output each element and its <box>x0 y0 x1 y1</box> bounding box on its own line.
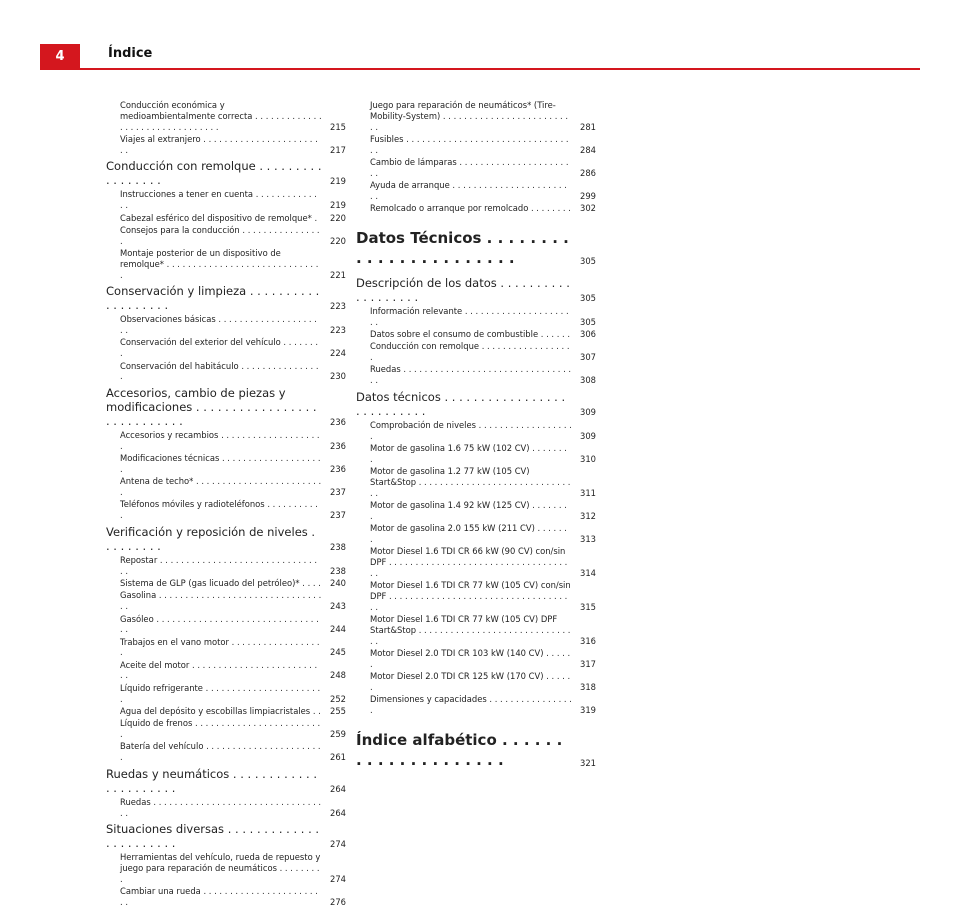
toc-entry-sub <box>106 637 346 659</box>
toc-entry-sub <box>106 476 346 498</box>
toc-entry-sub <box>106 706 346 717</box>
toc-entry-page: 238 <box>330 542 346 553</box>
toc-entry-title: Ruedas . . . . . . . . . . . . . . . . . . . . . . . . . . . . . . . . . . <box>370 364 572 386</box>
toc-entry-page: 315 <box>580 601 596 612</box>
toc-entry-page: 220 <box>330 212 346 223</box>
toc-entry-sub <box>106 213 346 224</box>
toc-entry-title: Ayuda de arranque . . . . . . . . . . . . . . . . . . . . . . . . <box>370 180 567 201</box>
toc-entry-title: Motor de gasolina 1.2 77 kW (105 CV) Start&Stop . . . . . . . . . . . . . . . . . . . . . . . . . . . . . . . <box>370 466 571 498</box>
toc-entry-sec <box>106 284 346 312</box>
toc-entry-title: Conservación y limpieza . . . . . . . . . . . . . . . . . . . <box>106 284 320 313</box>
toc-entry-page: 259 <box>330 728 346 739</box>
toc-entry-sub <box>106 683 346 705</box>
toc-entry-title: Conducción económica y medioambientalmente correcta . . . . . . . . . . . . . . . . . . . . . . . . . . . . . . . . <box>120 100 322 132</box>
toc-entry-sec <box>106 767 346 795</box>
toc-entry-page: 274 <box>330 839 346 850</box>
toc-entry-page: 248 <box>330 670 346 681</box>
toc-entry-sub <box>106 100 346 132</box>
toc-entry-title: Modificaciones técnicas . . . . . . . . . . . . . . . . . . . . <box>120 453 321 475</box>
toc-entry-page: 317 <box>580 658 596 669</box>
toc-entry-sub <box>356 180 596 202</box>
toc-entry-title: Motor de gasolina 1.4 92 kW (125 CV) . . . . . . . . <box>370 500 567 521</box>
toc-entry-title: Situaciones diversas . . . . . . . . . . . . . . . . . . . . . . . <box>106 822 320 851</box>
toc-entry-title: Antena de techo* . . . . . . . . . . . . . . . . . . . . . . . . . <box>120 476 322 498</box>
toc-entry-title: Gasolina . . . . . . . . . . . . . . . . . . . . . . . . . . . . . . . . . <box>120 590 322 612</box>
toc-entry-page: 224 <box>330 348 346 359</box>
toc-entry-title: Trabajos en el vano motor . . . . . . . . . . . . . . . . . . <box>120 636 320 658</box>
toc-entry-sub <box>106 852 346 884</box>
toc-entry-page: 309 <box>580 430 596 441</box>
toc-entry-sub <box>106 718 346 740</box>
toc-entry-title: Repostar . . . . . . . . . . . . . . . . . . . . . . . . . . . . . . . . <box>120 555 317 576</box>
toc-entry-page: 306 <box>580 329 596 340</box>
toc-entry-page: 274 <box>330 874 346 885</box>
toc-entry-page: 236 <box>330 464 346 475</box>
toc-entry-sub <box>356 614 596 646</box>
toc-entry-title: Accesorios y recambios . . . . . . . . . . . . . . . . . . . . <box>120 430 320 451</box>
toc-entry-title: Índice alfabético . . . . . . . . . . . . . . . . . . . . <box>356 730 563 769</box>
toc-right-column <box>356 100 596 778</box>
toc-entry-page: 240 <box>330 578 346 589</box>
toc-entry-sec <box>106 159 346 187</box>
toc-entry-page: 264 <box>330 783 346 794</box>
toc-entry-page: 220 <box>330 235 346 246</box>
toc-entry-page: 276 <box>330 897 346 908</box>
toc-entry-title: Información relevante . . . . . . . . . . . . . . . . . . . . . . <box>370 305 569 327</box>
toc-entry-page: 321 <box>580 757 596 768</box>
toc-entry-sub <box>356 500 596 522</box>
toc-entry-sub <box>106 134 346 156</box>
toc-entry-page: 284 <box>580 144 596 155</box>
page-number: 4 <box>40 44 80 68</box>
toc-entry-title: Motor Diesel 1.6 TDI CR 77 kW (105 CV) con/sin DPF . . . . . . . . . . . . . . . . . . . . . . . . . . . . . . . . . . . . <box>370 580 571 612</box>
toc-entry-page: 307 <box>580 352 596 363</box>
toc-entry-page: 237 <box>330 510 346 521</box>
toc-entry-page: 312 <box>580 510 596 521</box>
toc-entry-sub <box>356 364 596 386</box>
toc-entry-page: 319 <box>580 704 596 715</box>
toc-entry-sub <box>356 648 596 670</box>
toc-entry-page: 244 <box>330 624 346 635</box>
toc-entry-sec <box>106 525 346 553</box>
toc-entry-title: Agua del depósito y escobillas limpiacristales . . <box>120 705 321 716</box>
toc-entry-title: Conducción con remolque . . . . . . . . . . . . . . . . . . <box>370 341 570 363</box>
toc-entry-title: Remolcado o arranque por remolcado . . . . . . . . <box>370 203 571 214</box>
toc-entry-sub <box>106 453 346 475</box>
toc-entry-title: Datos Técnicos . . . . . . . . . . . . . . . . . . . . . . . <box>356 228 569 267</box>
toc-entry-sub <box>106 614 346 636</box>
toc-entry-title: Conservación del exterior del vehículo . . . . . . . . <box>120 337 319 359</box>
toc-entry-title: Gasóleo . . . . . . . . . . . . . . . . . . . . . . . . . . . . . . . . . <box>120 613 319 635</box>
toc-entry-title: Datos técnicos . . . . . . . . . . . . . . . . . . . . . . . . . . . <box>356 390 566 419</box>
page-title: Índice <box>108 46 153 61</box>
toc-entry-sub <box>356 443 596 465</box>
toc-entry-page: 281 <box>580 121 596 132</box>
toc-entry-page: 219 <box>330 200 346 211</box>
toc-entry-page: 308 <box>580 375 596 386</box>
toc-entry-sec <box>356 390 596 418</box>
toc-entry-title: Motor Diesel 1.6 TDI CR 77 kW (105 CV) DPF Start&Stop . . . . . . . . . . . . . . . . . . . . . . . . . . . . . . . <box>370 614 571 646</box>
toc-entry-page: 237 <box>330 487 346 498</box>
toc-entry-title: Aceite del motor . . . . . . . . . . . . . . . . . . . . . . . . . . <box>120 659 318 681</box>
toc-entry-sub <box>356 546 596 578</box>
toc-entry-sub <box>106 225 346 247</box>
toc-entry-sub <box>106 555 346 577</box>
toc-entry-title: Dimensiones y capacidades . . . . . . . . . . . . . . . . . <box>370 694 572 715</box>
toc-entry-page: 309 <box>580 407 596 418</box>
toc-entry-title: Juego para reparación de neumáticos* (Tire-Mobility-System) . . . . . . . . . . . . . . . . . . . . . . . . . . <box>370 100 569 132</box>
toc-entry-title: Motor Diesel 1.6 TDI CR 66 kW (90 CV) con/sin DPF . . . . . . . . . . . . . . . . . . . . . . . . . . . . . . . . . . . . <box>370 546 568 578</box>
toc-entry-page: 313 <box>580 534 596 545</box>
toc-entry-page: 316 <box>580 635 596 646</box>
toc-entry-title: Datos sobre el consumo de combustible . . . . . . <box>370 329 571 340</box>
toc-entry-title: Instrucciones a tener en cuenta . . . . . . . . . . . . . . <box>120 189 317 211</box>
toc-entry-sub <box>106 430 346 452</box>
toc-entry-title: Batería del vehículo . . . . . . . . . . . . . . . . . . . . . . . <box>120 741 321 763</box>
toc-entry-sub <box>356 420 596 442</box>
toc-entry-title: Motor Diesel 2.0 TDI CR 125 kW (170 CV) . . . . . . <box>370 671 571 692</box>
toc-entry-sec <box>106 386 346 428</box>
toc-entry-page: 217 <box>330 144 346 155</box>
toc-entry-page: 236 <box>330 440 346 451</box>
toc-entry-sub <box>356 134 596 156</box>
toc-entry-sub <box>106 741 346 763</box>
toc-entry-sub <box>356 100 596 132</box>
toc-entry-page: 314 <box>580 567 596 578</box>
toc-entry-page: 255 <box>330 705 346 716</box>
toc-entry-title: Viajes al extranjero . . . . . . . . . . . . . . . . . . . . . . . . <box>120 133 318 155</box>
toc-entry-sub <box>356 580 596 612</box>
toc-entry-title: Conducción con remolque . . . . . . . . . . . . . . . . . <box>106 159 322 188</box>
toc-entry-page: 223 <box>330 301 346 312</box>
toc-left-column <box>106 100 346 909</box>
toc-entry-title: Comprobación de niveles . . . . . . . . . . . . . . . . . . . <box>370 420 572 441</box>
toc-entry-sub <box>356 671 596 693</box>
toc-entry-sub <box>106 189 346 211</box>
toc-entry-sub <box>106 797 346 819</box>
toc-entry-sub <box>106 361 346 383</box>
toc-entry-major <box>356 228 596 268</box>
toc-entry-page: 223 <box>330 325 346 336</box>
toc-entry-sub <box>106 886 346 908</box>
toc-entry-title: Herramientas del vehículo, rueda de repuesto y juego para reparación de neumáticos . . . . . . . . . <box>120 852 321 885</box>
toc-entry-title: Ruedas y neumáticos . . . . . . . . . . . . . . . . . . . . . . <box>106 766 317 795</box>
toc-entry-sub <box>356 694 596 716</box>
toc-entry-title: Fusibles . . . . . . . . . . . . . . . . . . . . . . . . . . . . . . . . . <box>370 133 569 155</box>
toc-entry-page: 310 <box>580 453 596 464</box>
toc-entry-title: Verificación y reposición de niveles . . . . . . . . . <box>106 525 316 554</box>
toc-entry-sec <box>106 822 346 850</box>
toc-entry-sub <box>106 248 346 280</box>
toc-entry-page: 230 <box>330 371 346 382</box>
toc-entry-title: Cambio de lámparas . . . . . . . . . . . . . . . . . . . . . . . <box>370 156 569 178</box>
toc-entry-title: Montaje posterior de un dispositivo de remolque* . . . . . . . . . . . . . . . . . . . . . . . . . . . . . . <box>120 247 319 280</box>
toc-entry-title: Descripción de los datos . . . . . . . . . . . . . . . . . . . <box>356 275 570 304</box>
toc-entry-sub <box>106 578 346 589</box>
toc-entry-sub <box>356 306 596 328</box>
toc-entry-sub <box>106 314 346 336</box>
toc-entry-major <box>356 730 596 770</box>
toc-entry-page: 305 <box>580 316 596 327</box>
toc-entry-sec <box>356 276 596 304</box>
toc-entry-page: 215 <box>330 121 346 132</box>
toc-entry-title: Cabezal esférico del dispositivo de remolque* . <box>120 212 318 223</box>
toc-entry-page: 299 <box>580 190 596 201</box>
toc-entry-title: Motor de gasolina 1.6 75 kW (102 CV) . . . . . . . . <box>370 443 567 464</box>
toc-entry-sub <box>356 203 596 214</box>
toc-entry-sub <box>106 590 346 612</box>
toc-entry-page: 318 <box>580 681 596 692</box>
page-header <box>40 44 920 70</box>
toc-entry-sub <box>106 337 346 359</box>
toc-entry-page: 238 <box>330 565 346 576</box>
toc-entry-page: 305 <box>580 255 596 266</box>
toc-entry-title: Conservación del habitáculo . . . . . . . . . . . . . . . . <box>120 360 319 382</box>
toc-entry-page: 221 <box>330 269 346 280</box>
toc-entry-page: 219 <box>330 176 346 187</box>
toc-entry-title: Sistema de GLP (gas licuado del petróleo)* . . . . <box>120 578 321 589</box>
toc-entry-page: 245 <box>330 647 346 658</box>
toc-entry-sub <box>356 466 596 498</box>
toc-entry-title: Motor Diesel 2.0 TDI CR 103 kW (140 CV) . . . . . . <box>370 647 571 669</box>
toc-entry-sub <box>356 157 596 179</box>
toc-entry-title: Consejos para la conducción . . . . . . . . . . . . . . . . <box>120 224 320 246</box>
toc-entry-page: 252 <box>330 693 346 704</box>
toc-entry-page: 243 <box>330 601 346 612</box>
toc-entry-sub <box>106 660 346 682</box>
toc-entry-sub <box>356 341 596 363</box>
toc-entry-title: Motor de gasolina 2.0 155 kW (211 CV) . . . . . . . <box>370 523 567 545</box>
toc-entry-title: Líquido refrigerante . . . . . . . . . . . . . . . . . . . . . . . <box>120 682 321 704</box>
toc-entry-title: Teléfonos móviles y radioteléfonos . . . . . . . . . . . <box>120 499 318 521</box>
toc-entry-page: 302 <box>580 203 596 214</box>
toc-entry-sub <box>356 523 596 545</box>
toc-entry-page: 261 <box>330 752 346 763</box>
toc-entry-page: 286 <box>580 167 596 178</box>
toc-entry-page: 236 <box>330 417 346 428</box>
toc-entry-page: 311 <box>580 487 596 498</box>
toc-entry-sub <box>106 499 346 521</box>
toc-entry-title: Observaciones básicas . . . . . . . . . . . . . . . . . . . . . <box>120 314 317 336</box>
toc-entry-page: 305 <box>580 292 596 303</box>
toc-entry-sub <box>356 329 596 340</box>
toc-entry-title: Líquido de frenos . . . . . . . . . . . . . . . . . . . . . . . . . <box>120 718 321 739</box>
toc-entry-title: Cambiar una rueda . . . . . . . . . . . . . . . . . . . . . . . . <box>120 886 318 908</box>
toc-entry-title: Accesorios, cambio de piezas y modificaciones . . . . . . . . . . . . . . . . . . . . . . . . . . . . <box>106 386 317 429</box>
toc-entry-page: 264 <box>330 807 346 818</box>
toc-entry-title: Ruedas . . . . . . . . . . . . . . . . . . . . . . . . . . . . . . . . . . <box>120 796 322 818</box>
